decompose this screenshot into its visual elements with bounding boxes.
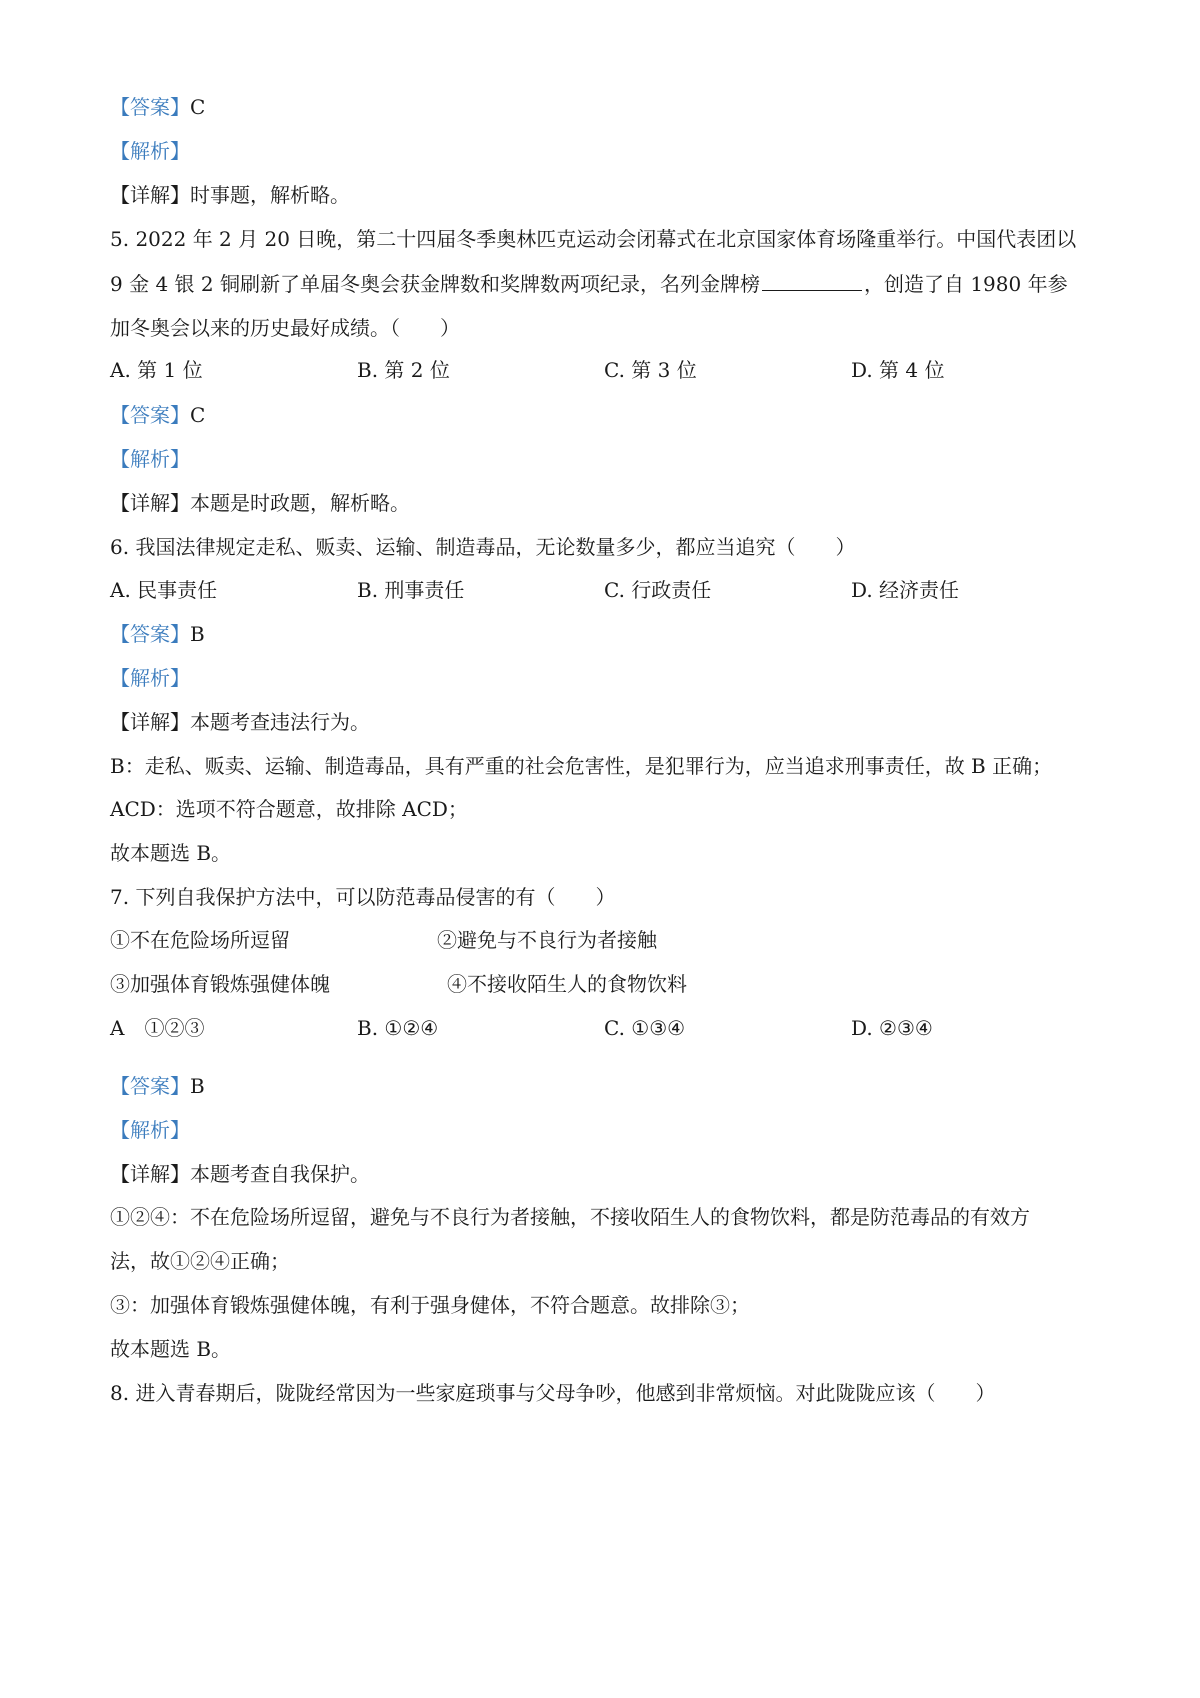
q6-option-a: A. 民事责任 — [110, 578, 218, 602]
q6-explain-line: ACD：选项不符合题意，故排除 ACD； — [110, 797, 468, 821]
q5-analysis-line — [110, 445, 190, 473]
q7-item-1: ①不在危险场所逗留 — [110, 928, 290, 952]
detail-label: 【详解】 — [110, 710, 190, 734]
q5-detail-line — [110, 489, 410, 517]
q5-option-c: C. 第 3 位 — [604, 358, 697, 382]
q7-explain-line: 法，故①②④正确； — [110, 1249, 290, 1273]
q5-answer-line — [110, 401, 205, 429]
q6-answer: B — [190, 622, 205, 646]
q6-answer-line — [110, 620, 205, 648]
answer-label: 【答案】 — [110, 622, 190, 646]
q7-stem: 7. 下列自我保护方法中，可以防范毒品侵害的有（ ） — [110, 885, 616, 909]
detail-label: 【详解】 — [110, 1162, 190, 1186]
fill-in-blank — [762, 272, 862, 291]
q6-explain-line: 故本题选 B。 — [110, 841, 232, 865]
detail-label: 【详解】 — [110, 491, 190, 515]
answer-label: 【答案】 — [110, 403, 190, 427]
q5-stem-part-a: 9 金 4 银 2 铜刷新了单届冬奥会获金牌数和奖牌数两项纪录，名列金牌榜 — [110, 272, 760, 296]
q5-option-d: D. 第 4 位 — [851, 358, 945, 382]
q6-detail-line — [110, 708, 370, 736]
analysis-label: 【解析】 — [110, 139, 190, 163]
q5-stem-part-b: ，创造了自 1980 年参 — [863, 272, 1068, 296]
q4-analysis-line — [110, 137, 190, 165]
analysis-label: 【解析】 — [110, 1118, 190, 1142]
answer-label: 【答案】 — [110, 1074, 190, 1098]
q5-stem-line-1: 5. 2022 年 2 月 20 日晚，第二十四届冬季奥林匹克运动会闭幕式在北京国家体育场隆重举行。中国代表团以 — [110, 227, 1077, 251]
q8-stem: 8. 进入青春期后，陇陇经常因为一些家庭琐事与父母争吵，他感到非常烦恼。对此陇陇应该（ ） — [110, 1381, 996, 1405]
analysis-label: 【解析】 — [110, 447, 190, 471]
q4-detail-line — [110, 181, 350, 209]
q7-explain-line: 故本题选 B。 — [110, 1337, 232, 1361]
q7-option-a: A ①②③ — [110, 1016, 205, 1040]
analysis-label: 【解析】 — [110, 666, 190, 690]
q7-detail: 本题考查自我保护。 — [190, 1162, 370, 1186]
answer-label: 【答案】 — [110, 95, 190, 119]
q6-explain-line: B：走私、贩卖、运输、制造毒品，具有严重的社会危害性，是犯罪行为，应当追求刑事责任，故 B 正确； — [110, 754, 1053, 778]
q6-option-c: C. 行政责任 — [604, 578, 712, 602]
q7-explain-line: ③：加强体育锻炼强健体魄，有利于强身健体，不符合题意。故排除③； — [110, 1293, 750, 1317]
q6-option-d: D. 经济责任 — [851, 578, 960, 602]
q5-option-b: B. 第 2 位 — [357, 358, 450, 382]
q7-item-2: ②避免与不良行为者接触 — [437, 928, 657, 952]
q5-option-a: A. 第 1 位 — [110, 358, 203, 382]
q7-detail-line — [110, 1160, 370, 1188]
q7-item-3: ③加强体育锻炼强健体魄 — [110, 972, 330, 996]
q7-option-b: B. ①②④ — [357, 1016, 439, 1040]
q4-detail: 时事题，解析略。 — [190, 183, 350, 207]
q7-option-d: D. ②③④ — [851, 1016, 933, 1040]
detail-label: 【详解】 — [110, 183, 190, 207]
q5-stem-line-2 — [110, 270, 1068, 298]
q5-stem-line-3: 加冬奥会以来的历史最好成绩。（ ） — [110, 316, 460, 340]
q6-analysis-line — [110, 664, 190, 692]
q5-answer: C — [190, 403, 206, 427]
q7-answer: B — [190, 1074, 205, 1098]
q7-analysis-line — [110, 1116, 190, 1144]
q4-answer-line — [110, 93, 205, 121]
q6-stem: 6. 我国法律规定走私、贩卖、运输、制造毒品，无论数量多少，都应当追究（ ） — [110, 535, 856, 559]
q4-answer: C — [190, 95, 206, 119]
q6-option-b: B. 刑事责任 — [357, 578, 465, 602]
q6-detail: 本题考查违法行为。 — [190, 710, 370, 734]
q7-item-4: ④不接收陌生人的食物饮料 — [447, 972, 687, 996]
q5-detail: 本题是时政题，解析略。 — [190, 491, 410, 515]
q7-option-c: C. ①③④ — [604, 1016, 686, 1040]
q7-answer-line — [110, 1072, 205, 1100]
q7-explain-line: ①②④：不在危险场所逗留，避免与不良行为者接触，不接收陌生人的食物饮料，都是防范毒品的有效方 — [110, 1205, 1030, 1229]
